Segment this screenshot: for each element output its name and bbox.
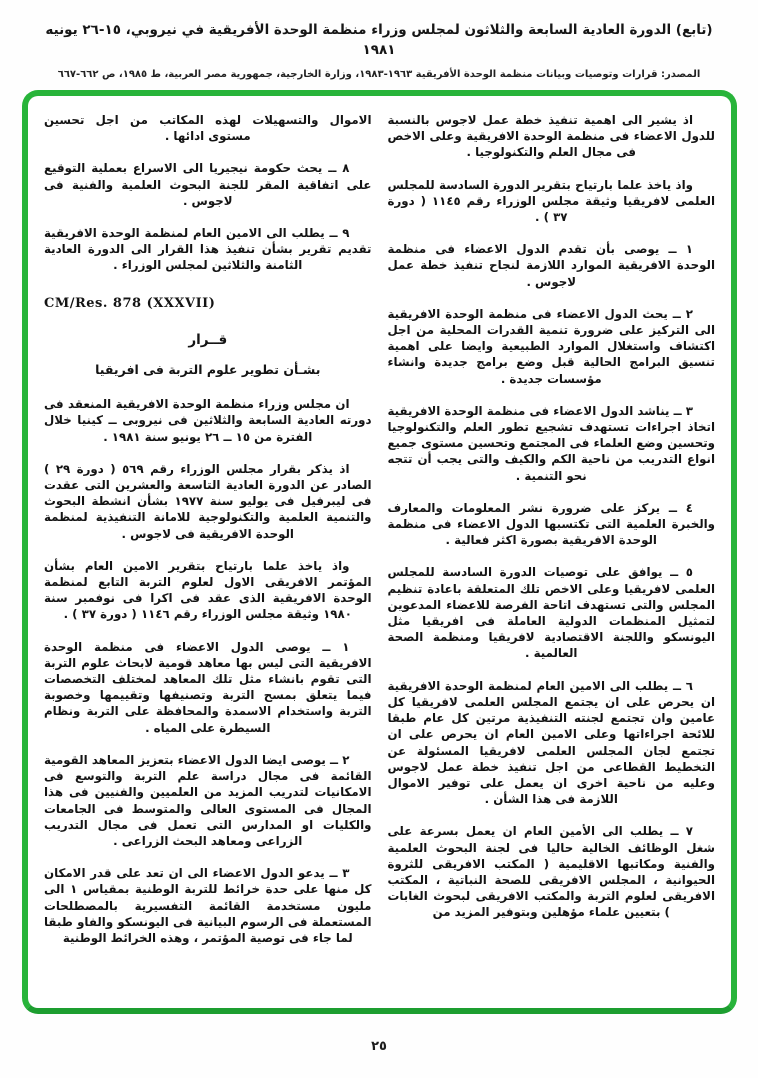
paragraph: ١ ــ يوصى الدول الاعضاء فى منظمة الوحدة الافريقية التى ليس بها معاهد قومية لابحاث علوم التربة التى تقوم بانشاء مثل تلك المعاهد لمختلف التخصصات فيما يتعلق بمسح التربة وتصنيفها وتقييمها وخصوبة التربة واستخدام الاسمدة والمحافظة على التربة ونظام السيطرة على المياه . [44,639,372,735]
page-number: ٢٥ [371,1039,387,1054]
paragraph: واذ ياخذ علما بارتياح بتقرير الامين العام بشأن المؤتمر الافريقى الاول لعلوم التربة التابع لمنظمة الوحدة الافريقية الذى عقد فى اكرا فى نوفمبر سنة ١٩٨٠ وثيقة مجلس الوزراء رقم ١١٤٦ ( دورة ٣٧ ) . [44,558,372,622]
paragraph: الاموال والتسهيلات لهذه المكاتب من اجل تحسين مستوى ادائها . [44,113,372,144]
paragraph: ٩ ــ يطلب الى الامين العام لمنظمة الوحدة الافريقية تقديم تقرير بشأن تنفيذ هذا القرار الى الدورة العادية الثامنة والثلاثين لمجلس الوزراء . [44,226,372,273]
column-left [44,112,372,998]
page-header [0,20,758,80]
resolution-title: قــرار [188,331,228,348]
paragraph: ٣ ــ يدعو الدول الاعضاء الى ان تعد على قدر الامكان كل منها على حدة خرائط للتربة الوطنية بمقياس ١ الى مليون مستخدمة القائمة التفسيرية بالمصطلحات المستعملة فى الرسوم البيانية فى اليونسكو والفاو طبقا لما جاء فى توصية المؤتمر ، وهذه الخرائط الوطنية [44,866,372,945]
paragraph: ١ ــ يوصى بأن تقدم الدول الاعضاء فى منظمة الوحدة الافريقية الموارد اللازمة لنجاح تنفيذ خطة عمل لاجوس . [387,242,715,289]
paragraph: ٦ ــ يطلب الى الامين العام لمنظمة الوحدة الافريقية ان يحرص على ان يجتمع المجلس العلمى لافريقيا كل عامين وان تجتمع لجنته التنفيذية مرتين كل عام طبقا للائحة اجراءاتها وعلى الامين العام ان يحرص على ان تجتمع لجان المجلس العلمى لافريقيا المسئولة عن التخطيط القطاعى من اجل تنفيذ خطة عمل لاجوس وعليه من ناحية اخرى ان يعمل على توفير الاموال اللازمة فى هذا الشأن . [387,678,715,807]
green-border-frame [22,90,737,1014]
paragraph: اذ يشير الى اهمية تنفيذ خطة عمل لاجوس بالنسبة للدول الاعضاء فى منظمة الوحدة الافريقية وعلى الاخص فى مجال العلم والتكنولوجيا . [387,113,715,160]
paragraph: ٧ ــ يطلب الى الأمين العام ان يعمل بسرعة على شغل الوظائف الخالية حاليا فى لجنة البحوث العلمية والفنية ومكاتبها الاقليمية ( المكتب الافريقى للثروة الحيوانية ، المجلس الافريقى للصحة النباتية ، المكتب الافريقى لعلوم التربة والمكتب الافريقى لبحوث الغابات ) بتعيين علماء مؤهلين وبتوفير المزيد من [387,824,715,920]
resolution-subtitle: بشـأن تطوير علوم التربة فى افريقيا [95,362,321,378]
paragraph: ٤ ــ يركز على ضرورة نشر المعلومات والمعارف والخبرة العلمية التى تكتسبها الدول الاعضاء فى منظمة الوحدة الافريقية بصورة اكثر فعالية . [387,500,715,548]
paragraph: اذ يذكر بقرار مجلس الوزراء رقم ٥٦٩ ( دورة ٢٩ ) الصادر عن الدورة العادية التاسعة والعشرين التى عقدت فى ليبرفيل فى يوليو سنة ١٩٧٧ بشأن انشطة البحوث والتنمية العلمية والتكنولوجية للامانة التنفيذية لمنظمة الوحدة الافريقية فى لاجوس . [44,461,372,541]
paragraph: ٥ ــ يوافق على توصيات الدورة السادسة للمجلس العلمى لافريقيا وعلى الاخص تلك المتعلقة باعادة تنظيم المجلس والتى تستهدف اتاحة الفرصة للاعضاء المدعوين لتمثيل المنظمات الدولية العاملة فى افريقيا مثل اليونسكو واللجنة الاقتصادية لافريقيا ومنظمة الصحة العالمية . [387,565,715,661]
header-session-title: (تابع) الدورة العادية السابعة والثلاثون لمجلس وزراء منظمة الوحدة الأفريقية في نيروبي، ١٥-٢٦ يونيه ١٩٨١ [45,22,713,58]
paragraph: ٢ ــ يوصى ايضا الدول الاعضاء بتعزيز المعاهد القومية القائمة فى مجال دراسة علم التربة والتوسع فى الامكانيات لتدريب المزيد من العلميين والفنيين فى هذا المجال فى المستوى العالى والمتوسط فى الجامعات والكليات او المدارس التى تعمل فى مجال التدريب الزراعى ومعاهد البحث الزراعى . [44,752,372,848]
paragraph: ٣ ــ يناشد الدول الاعضاء فى منظمة الوحدة الافريقية اتخاذ اجراءات تستهدف تشجيع تطور العلم والتكنولوجيا وتحسين وضع العلماء فى المجتمع وتحسين مستوى جميع انواع التدريب من ناحية الكم والكيف والتى يجب أن تتجه نحو التنمية . [387,403,715,483]
paragraph: ٨ ــ يحث حكومة نيجيريا الى الاسراع بعملية التوقيع على اتفاقية المقر للجنة البحوث العلمية والفنية فى لاجوس . [44,161,372,208]
column-right [388,112,716,998]
two-column-text [44,112,715,998]
header-source-line: المصدر: قرارات وتوصيات وبيانات منظمة الوحدة الأفريقية ١٩٦٣-١٩٨٣، وزارة الخارجية، جمهورية مصر العربية، ط ١٩٨٥، ص ٦٦٢-٦٦٧ [57,69,701,80]
paragraph: ٢ ــ يحث الدول الاعضاء فى منظمة الوحدة الافريقية الى التركيز على ضرورة تنمية القدرات المحلية من اجل اكتشاف واستغلال الموارد الطبيعية وايضا على اهمية تنسيق البرامج الحالية قبل وضع برامج جديدة وانشاء مؤسسات جديدة . [387,306,715,386]
paragraph: ان مجلس وزراء منظمة الوحدة الافريقية المنعقد فى دورته العادية السابعة والثلاثين فى نيروبى ــ كينيا خلال الفترة من ١٥ ــ ٢٦ يونيو سنة ١٩٨١ . [44,397,372,444]
paragraph: واذ ياخذ علما بارتياح بتقرير الدورة السادسة للمجلس العلمى لافريقيا وثيقة مجلس الوزراء رقم ١١٤٥ ( دورة ٣٧ ) . [387,177,715,225]
resolution-ref: CM/Res. 878 (XXXVII) [44,295,216,311]
